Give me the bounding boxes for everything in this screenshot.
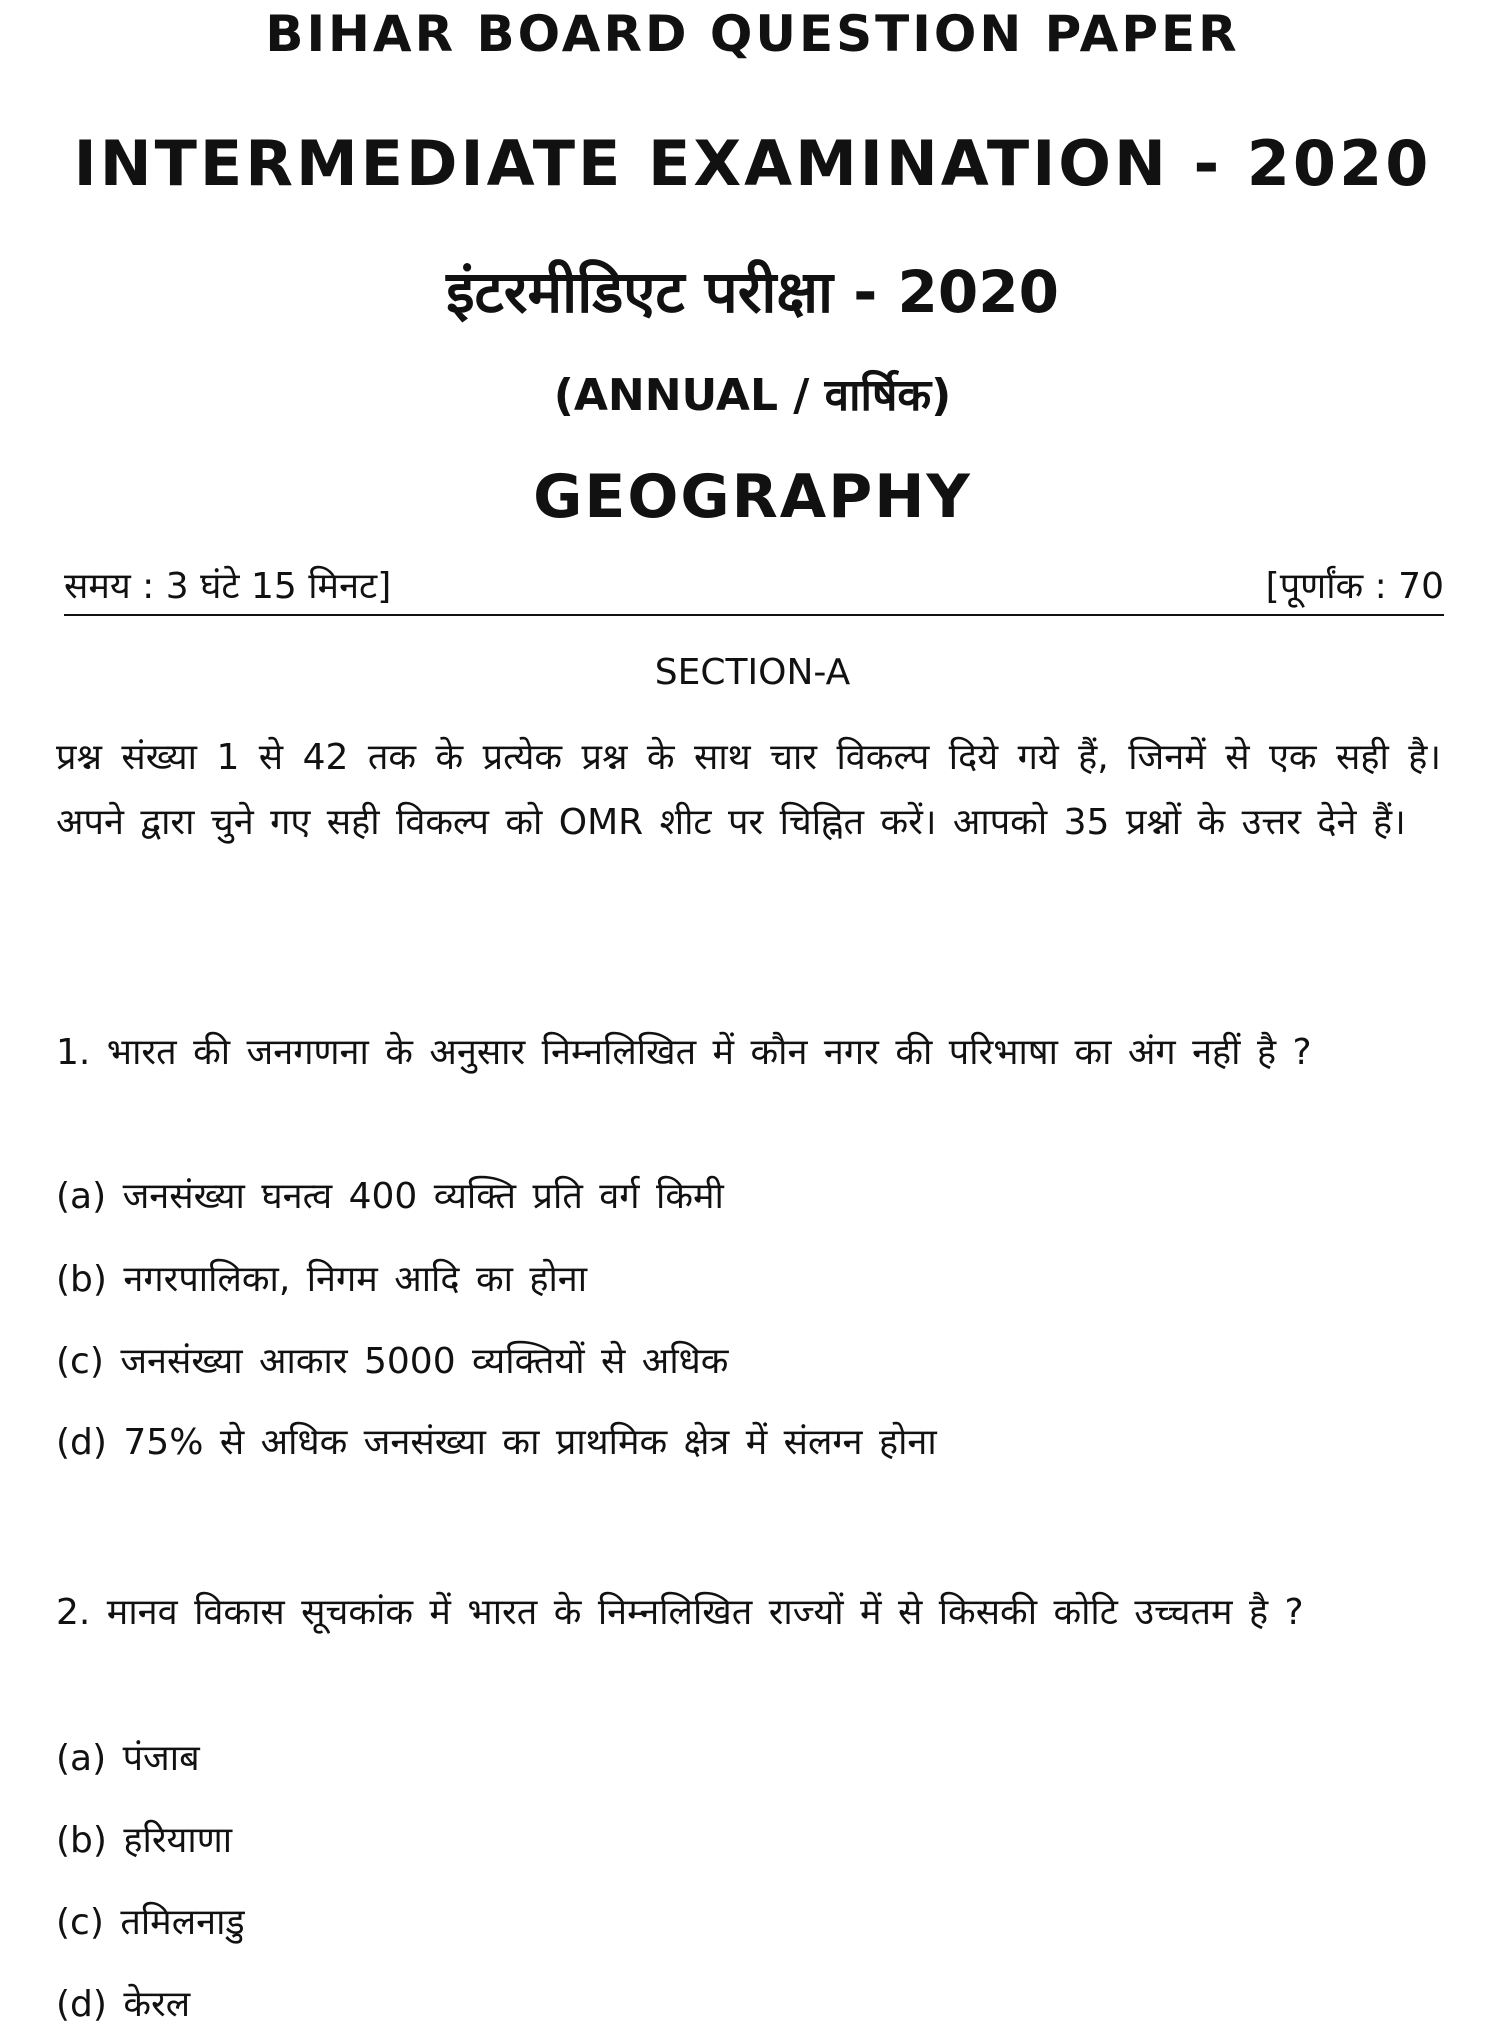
question-1-option-a: (a) जनसंख्या घनत्व 400 व्यक्ति प्रति वर्ग किमी [56, 1176, 724, 1217]
section-heading: SECTION-A [654, 652, 851, 693]
question-2-option-b: (b) हरियाणा [56, 1820, 233, 1861]
subject-title: GEOGRAPHY [533, 462, 972, 532]
question-2-text: 2. मानव विकास सूचकांक में भारत के निम्नलिखित राज्यों में से किसकी कोटि उच्चतम है ? [56, 1592, 1304, 1633]
question-2-option-d: (d) केरल [56, 1984, 191, 2025]
question-1-text: 1. भारत की जनगणना के अनुसार निम्नलिखित में कौन नगर की परिभाषा का अंग नहीं है ? [56, 1032, 1312, 1073]
question-1-option-d: (d) 75% से अधिक जनसंख्या का प्राथमिक क्षेत्र में संलग्न होना [56, 1422, 937, 1463]
exam-title-hindi: इंटरमीडिएट परीक्षा - 2020 [446, 258, 1059, 326]
question-2-option-c: (c) तमिलनाडु [56, 1902, 245, 1943]
question-2-option-a: (a) पंजाब [56, 1738, 200, 1779]
exam-title-english: INTERMEDIATE EXAMINATION - 2020 [73, 127, 1432, 200]
exam-meta-row [64, 562, 1444, 616]
board-title: BIHAR BOARD QUESTION PAPER [265, 5, 1240, 63]
exam-duration: समय : 3 घंटे 15 मिनट] [64, 566, 392, 607]
instructions-paragraph: प्रश्न संख्या 1 से 42 तक के प्रत्येक प्रश्न के साथ चार विकल्प दिये गये हैं, जिनमें से एक सही है। अपने द्वारा चुने गए सही विकल्प को OMR शीट पर चिह्नित करें। आपको 35 प्रश्नों के उत्तर देने हैं। [56, 737, 1441, 843]
question-1-option-b: (b) नगरपालिका, निगम आदि का होना [56, 1259, 588, 1300]
question-1-option-c: (c) जनसंख्या आकार 5000 व्यक्तियों से अधिक [56, 1341, 729, 1382]
exam-type: (ANNUAL / वार्षिक) [553, 370, 952, 421]
full-marks: [पूर्णांक : 70 [1265, 566, 1444, 607]
